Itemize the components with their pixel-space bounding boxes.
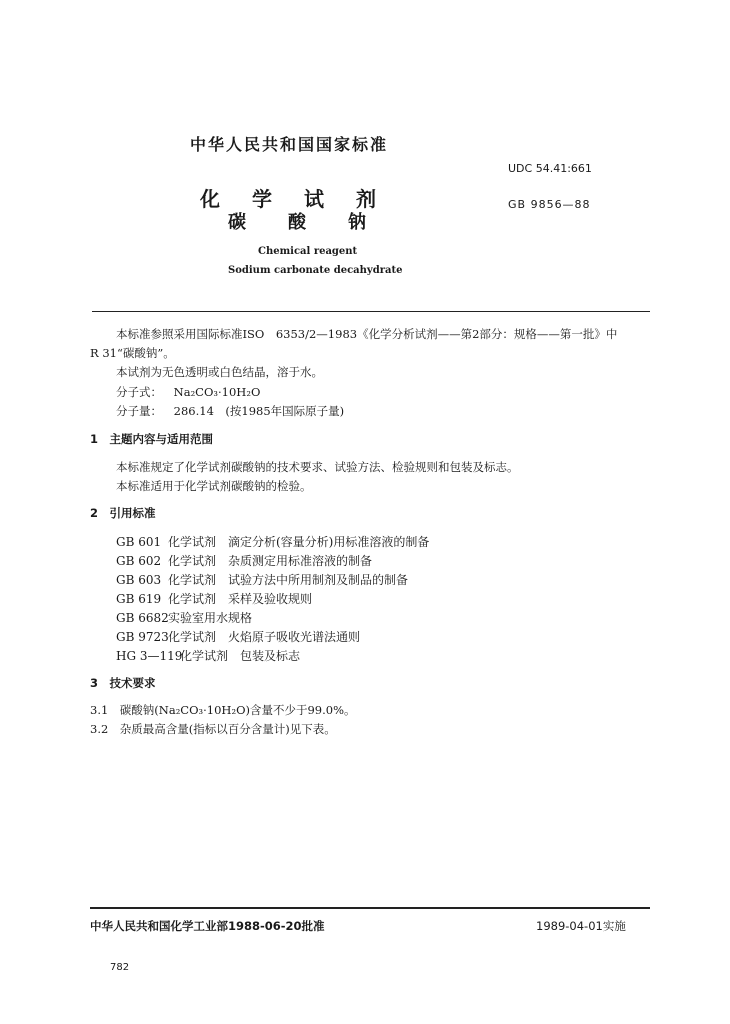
section1-line1: 本标准规定了化学试剂碳酸钠的技术要求、试验方法、检验规则和包装及标志。 bbox=[116, 460, 519, 474]
reference-item bbox=[116, 533, 429, 550]
header-divider bbox=[92, 311, 650, 312]
intro-paragraph-line1: 本标准参照采用国际标准ISO 6353/2—1983《化学分析试剂——第2部分：规格——第一批》中 bbox=[116, 327, 618, 341]
section3-item2: 3.2 杂质最高含量(指标以百分含量计)见下表。 bbox=[90, 722, 336, 736]
english-title-line2: Sodium carbonate decahydrate bbox=[228, 265, 403, 276]
reference-title: 化学试剂 采样及验收规则 bbox=[168, 592, 313, 606]
section2-heading: 2 引用标准 bbox=[90, 506, 156, 520]
formula-label: 分子式： bbox=[116, 385, 162, 399]
reference-title: 化学试剂 包装及标志 bbox=[180, 649, 301, 663]
section3-heading: 3 技术要求 bbox=[90, 676, 156, 690]
gb-number: GB 9856—88 bbox=[508, 198, 591, 211]
reference-item bbox=[116, 571, 408, 588]
section3-item1: 3.1 碳酸钠(Na₂CO₃·10H₂O)含量不少于99.0%。 bbox=[90, 703, 356, 717]
reference-code: GB 9723 bbox=[116, 630, 169, 644]
reference-code: GB 602 bbox=[116, 554, 162, 568]
molecular-formula bbox=[116, 384, 260, 400]
udc-code: UDC 54.41:661 bbox=[508, 162, 592, 175]
page-number: 782 bbox=[110, 962, 130, 973]
section1-heading: 1 主题内容与适用范围 bbox=[90, 432, 214, 446]
weight-value: 286.14 (按1985年国际原子量) bbox=[173, 404, 345, 418]
approval-statement: 中华人民共和国化学工业部1988-06-20批准 bbox=[90, 919, 325, 933]
reference-title: 化学试剂 杂质测定用标准溶液的制备 bbox=[168, 554, 373, 568]
english-title-line1: Chemical reagent bbox=[258, 246, 358, 257]
reference-item bbox=[116, 647, 300, 664]
reference-code: GB 603 bbox=[116, 573, 162, 587]
reference-code: HG 3—119 bbox=[116, 649, 183, 663]
document-title-line1: 化 学 试 剂 bbox=[200, 187, 382, 211]
molecular-weight bbox=[116, 403, 344, 419]
national-standard-title: 中华人民共和国国家标准 bbox=[190, 135, 389, 154]
reference-title: 化学试剂 火焰原子吸收光谱法通则 bbox=[168, 630, 361, 644]
reference-item bbox=[116, 552, 372, 569]
reference-item bbox=[116, 590, 312, 607]
effective-date: 1989-04-01实施 bbox=[536, 919, 626, 933]
formula-value: Na₂CO₃·10H₂O bbox=[173, 385, 261, 399]
reference-code: GB 6682 bbox=[116, 611, 169, 625]
reference-title: 化学试剂 滴定分析(容量分析)用标准溶液的制备 bbox=[168, 535, 430, 549]
footer-divider bbox=[90, 907, 650, 909]
reference-item bbox=[116, 628, 360, 645]
reference-code: GB 619 bbox=[116, 592, 162, 606]
intro-paragraph-line2: R 31“碳酸钠”。 bbox=[90, 346, 175, 360]
weight-label: 分子量： bbox=[116, 404, 162, 418]
reference-title: 化学试剂 试验方法中所用制剂及制品的制备 bbox=[168, 573, 409, 587]
reference-item bbox=[116, 609, 252, 626]
section1-line2: 本标准适用于化学试剂碳酸钠的检验。 bbox=[116, 479, 312, 493]
reference-title: 实验室用水规格 bbox=[168, 611, 253, 625]
document-title-line2: 碳 酸 钠 bbox=[228, 212, 378, 233]
reference-code: GB 601 bbox=[116, 535, 162, 549]
intro-description: 本试剂为无色透明或白色结晶，溶于水。 bbox=[116, 365, 323, 379]
